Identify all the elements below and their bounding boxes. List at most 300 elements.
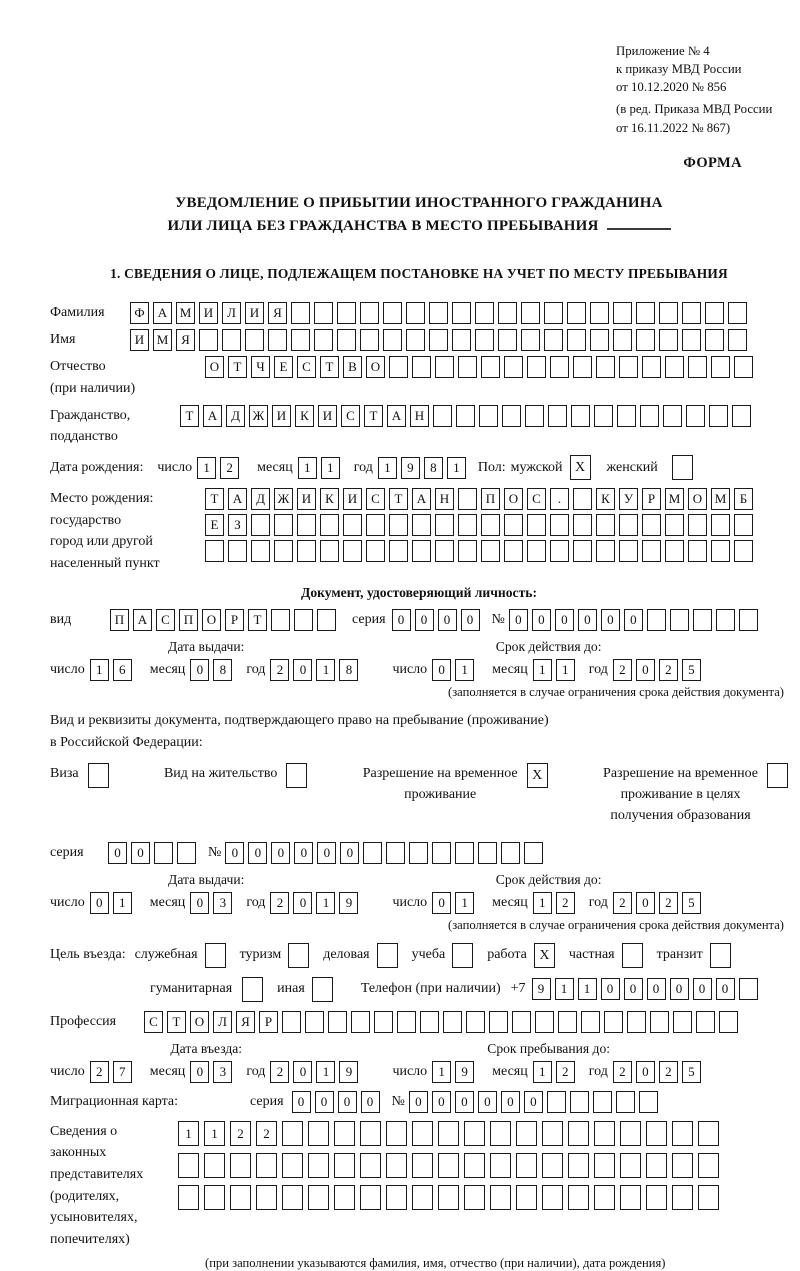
char-cell[interactable] (406, 302, 425, 324)
char-cell[interactable]: С (297, 356, 316, 378)
char-cell[interactable] (386, 1185, 407, 1210)
char-cell[interactable]: Л (222, 302, 241, 324)
char-cell[interactable]: 1 (178, 1121, 199, 1146)
char-cell[interactable] (682, 302, 701, 324)
char-cell[interactable] (412, 540, 431, 562)
char-cell[interactable] (374, 1011, 393, 1033)
char-cell[interactable]: 1 (298, 457, 317, 479)
char-cell[interactable]: С (156, 609, 175, 631)
char-cell[interactable]: 5 (682, 659, 701, 681)
char-cell[interactable] (646, 1153, 667, 1178)
char-cell[interactable] (663, 405, 682, 427)
char-cell[interactable] (291, 302, 310, 324)
char-cell[interactable] (590, 302, 609, 324)
char-cell[interactable] (386, 1121, 407, 1146)
char-cell[interactable]: Ж (249, 405, 268, 427)
char-cell[interactable] (613, 329, 632, 351)
char-cell[interactable]: 2 (659, 892, 678, 914)
char-cell[interactable]: А (153, 302, 172, 324)
char-cell[interactable] (688, 540, 707, 562)
char-cell[interactable] (383, 329, 402, 351)
char-cell[interactable] (481, 514, 500, 536)
char-cell[interactable]: 1 (556, 659, 575, 681)
char-cell[interactable] (320, 540, 339, 562)
char-cell[interactable] (389, 356, 408, 378)
char-cell[interactable] (620, 1153, 641, 1178)
char-cell[interactable] (366, 540, 385, 562)
char-cell[interactable]: 0 (438, 609, 457, 631)
char-cell[interactable] (412, 1185, 433, 1210)
char-cell[interactable] (314, 302, 333, 324)
char-cell[interactable]: 2 (659, 1061, 678, 1083)
char-cell[interactable] (256, 1153, 277, 1178)
sex-female-checkbox[interactable] (672, 455, 693, 480)
char-cell[interactable]: 0 (624, 609, 643, 631)
char-cell[interactable] (291, 329, 310, 351)
char-cell[interactable] (389, 540, 408, 562)
char-cell[interactable] (739, 609, 758, 631)
char-cell[interactable] (205, 540, 224, 562)
char-cell[interactable] (334, 1121, 355, 1146)
char-cell[interactable] (498, 329, 517, 351)
char-cell[interactable] (686, 405, 705, 427)
char-cell[interactable] (596, 540, 615, 562)
char-cell[interactable]: 2 (613, 892, 632, 914)
char-cell[interactable]: 8 (213, 659, 232, 681)
char-cell[interactable]: С (366, 488, 385, 510)
char-cell[interactable]: В (343, 356, 362, 378)
char-cell[interactable]: И (318, 405, 337, 427)
char-cell[interactable] (504, 356, 523, 378)
char-cell[interactable] (317, 609, 336, 631)
char-cell[interactable]: 2 (659, 659, 678, 681)
char-cell[interactable] (438, 1185, 459, 1210)
char-cell[interactable]: Д (226, 405, 245, 427)
char-cell[interactable] (435, 514, 454, 536)
char-cell[interactable]: 0 (225, 842, 244, 864)
char-cell[interactable] (464, 1153, 485, 1178)
char-cell[interactable] (363, 842, 382, 864)
char-cell[interactable] (256, 1185, 277, 1210)
char-cell[interactable] (709, 405, 728, 427)
char-cell[interactable] (251, 514, 270, 536)
char-cell[interactable] (672, 1153, 693, 1178)
char-cell[interactable] (429, 329, 448, 351)
char-cell[interactable] (627, 1011, 646, 1033)
char-cell[interactable] (228, 540, 247, 562)
char-cell[interactable]: 1 (533, 659, 552, 681)
char-cell[interactable] (570, 1091, 589, 1113)
char-cell[interactable]: 0 (131, 842, 150, 864)
char-cell[interactable] (619, 514, 638, 536)
char-cell[interactable]: 0 (693, 978, 712, 1000)
char-cell[interactable]: Р (642, 488, 661, 510)
char-cell[interactable]: Д (251, 488, 270, 510)
char-cell[interactable]: Е (274, 356, 293, 378)
char-cell[interactable] (573, 540, 592, 562)
char-cell[interactable]: Я (176, 329, 195, 351)
char-cell[interactable]: 9 (401, 457, 420, 479)
char-cell[interactable]: 0 (90, 892, 109, 914)
purpose-official-checkbox[interactable] (205, 943, 226, 968)
char-cell[interactable] (389, 514, 408, 536)
char-cell[interactable] (542, 1153, 563, 1178)
char-cell[interactable]: 2 (270, 892, 289, 914)
char-cell[interactable]: 0 (293, 1061, 312, 1083)
char-cell[interactable] (542, 1185, 563, 1210)
char-cell[interactable] (525, 405, 544, 427)
char-cell[interactable] (665, 540, 684, 562)
char-cell[interactable] (698, 1185, 719, 1210)
char-cell[interactable] (458, 356, 477, 378)
char-cell[interactable]: 0 (601, 609, 620, 631)
char-cell[interactable] (688, 356, 707, 378)
char-cell[interactable]: 7 (113, 1061, 132, 1083)
char-cell[interactable] (734, 356, 753, 378)
temp-residence-checkbox[interactable]: X (527, 763, 548, 788)
char-cell[interactable] (308, 1185, 329, 1210)
char-cell[interactable]: 5 (682, 892, 701, 914)
char-cell[interactable] (360, 1121, 381, 1146)
char-cell[interactable]: 0 (636, 1061, 655, 1083)
char-cell[interactable]: 0 (392, 609, 411, 631)
char-cell[interactable] (636, 329, 655, 351)
char-cell[interactable]: 0 (509, 609, 528, 631)
char-cell[interactable]: Р (225, 609, 244, 631)
char-cell[interactable]: М (176, 302, 195, 324)
char-cell[interactable]: 2 (230, 1121, 251, 1146)
char-cell[interactable]: 9 (339, 1061, 358, 1083)
char-cell[interactable]: 1 (533, 1061, 552, 1083)
char-cell[interactable] (550, 540, 569, 562)
char-cell[interactable]: О (190, 1011, 209, 1033)
char-cell[interactable]: 1 (555, 978, 574, 1000)
char-cell[interactable] (535, 1011, 554, 1033)
char-cell[interactable] (397, 1011, 416, 1033)
char-cell[interactable]: 2 (613, 1061, 632, 1083)
char-cell[interactable] (366, 514, 385, 536)
char-cell[interactable]: . (550, 488, 569, 510)
char-cell[interactable]: Ж (274, 488, 293, 510)
char-cell[interactable] (504, 514, 523, 536)
char-cell[interactable] (222, 329, 241, 351)
char-cell[interactable]: Р (259, 1011, 278, 1033)
char-cell[interactable]: 0 (108, 842, 127, 864)
char-cell[interactable]: А (387, 405, 406, 427)
char-cell[interactable]: 0 (624, 978, 643, 1000)
char-cell[interactable]: Ф (130, 302, 149, 324)
char-cell[interactable]: С (527, 488, 546, 510)
char-cell[interactable] (550, 514, 569, 536)
char-cell[interactable] (475, 329, 494, 351)
char-cell[interactable]: И (343, 488, 362, 510)
char-cell[interactable]: 1 (90, 659, 109, 681)
char-cell[interactable] (294, 609, 313, 631)
char-cell[interactable]: 0 (501, 1091, 520, 1113)
char-cell[interactable] (420, 1011, 439, 1033)
char-cell[interactable]: 0 (293, 892, 312, 914)
char-cell[interactable] (386, 842, 405, 864)
char-cell[interactable] (204, 1153, 225, 1178)
char-cell[interactable] (466, 1011, 485, 1033)
char-cell[interactable]: О (504, 488, 523, 510)
char-cell[interactable] (178, 1153, 199, 1178)
char-cell[interactable] (443, 1011, 462, 1033)
char-cell[interactable] (698, 1153, 719, 1178)
char-cell[interactable]: 1 (578, 978, 597, 1000)
char-cell[interactable] (604, 1011, 623, 1033)
char-cell[interactable]: И (130, 329, 149, 351)
temp-residence-education-checkbox[interactable] (767, 763, 788, 788)
char-cell[interactable] (732, 405, 751, 427)
char-cell[interactable] (490, 1121, 511, 1146)
char-cell[interactable] (596, 356, 615, 378)
char-cell[interactable]: О (205, 356, 224, 378)
char-cell[interactable]: 0 (432, 892, 451, 914)
char-cell[interactable] (479, 405, 498, 427)
char-cell[interactable] (199, 329, 218, 351)
char-cell[interactable]: 0 (190, 659, 209, 681)
char-cell[interactable]: 0 (578, 609, 597, 631)
char-cell[interactable]: 1 (316, 1061, 335, 1083)
char-cell[interactable] (567, 329, 586, 351)
char-cell[interactable] (527, 540, 546, 562)
char-cell[interactable]: 0 (317, 842, 336, 864)
char-cell[interactable] (297, 540, 316, 562)
char-cell[interactable] (693, 609, 712, 631)
char-cell[interactable] (412, 1153, 433, 1178)
char-cell[interactable]: 0 (248, 842, 267, 864)
char-cell[interactable] (274, 540, 293, 562)
char-cell[interactable] (481, 540, 500, 562)
char-cell[interactable]: 3 (213, 1061, 232, 1083)
char-cell[interactable]: М (665, 488, 684, 510)
char-cell[interactable]: 1 (455, 892, 474, 914)
char-cell[interactable]: 2 (556, 1061, 575, 1083)
char-cell[interactable] (458, 488, 477, 510)
char-cell[interactable]: О (688, 488, 707, 510)
char-cell[interactable] (178, 1185, 199, 1210)
char-cell[interactable]: З (228, 514, 247, 536)
char-cell[interactable] (314, 329, 333, 351)
char-cell[interactable] (177, 842, 196, 864)
char-cell[interactable] (481, 356, 500, 378)
char-cell[interactable]: О (202, 609, 221, 631)
char-cell[interactable]: 2 (556, 892, 575, 914)
char-cell[interactable] (432, 842, 451, 864)
char-cell[interactable] (412, 1121, 433, 1146)
sex-male-checkbox[interactable]: X (570, 455, 591, 480)
char-cell[interactable] (274, 514, 293, 536)
char-cell[interactable] (642, 540, 661, 562)
char-cell[interactable] (619, 540, 638, 562)
char-cell[interactable] (705, 329, 724, 351)
visa-checkbox[interactable] (88, 763, 109, 788)
char-cell[interactable]: 1 (432, 1061, 451, 1083)
char-cell[interactable]: 3 (213, 892, 232, 914)
char-cell[interactable] (386, 1153, 407, 1178)
char-cell[interactable]: 0 (432, 659, 451, 681)
char-cell[interactable]: К (295, 405, 314, 427)
char-cell[interactable]: П (179, 609, 198, 631)
char-cell[interactable] (527, 356, 546, 378)
char-cell[interactable]: 1 (447, 457, 466, 479)
char-cell[interactable]: К (596, 488, 615, 510)
char-cell[interactable]: Т (167, 1011, 186, 1033)
char-cell[interactable] (734, 540, 753, 562)
char-cell[interactable]: Т (320, 356, 339, 378)
char-cell[interactable] (245, 329, 264, 351)
char-cell[interactable] (571, 405, 590, 427)
char-cell[interactable] (568, 1121, 589, 1146)
char-cell[interactable] (568, 1153, 589, 1178)
char-cell[interactable]: Т (228, 356, 247, 378)
char-cell[interactable]: 0 (294, 842, 313, 864)
char-cell[interactable] (619, 356, 638, 378)
char-cell[interactable] (412, 514, 431, 536)
char-cell[interactable] (475, 302, 494, 324)
char-cell[interactable] (670, 609, 689, 631)
char-cell[interactable] (716, 609, 735, 631)
char-cell[interactable] (337, 302, 356, 324)
char-cell[interactable]: 2 (90, 1061, 109, 1083)
char-cell[interactable] (282, 1011, 301, 1033)
char-cell[interactable]: Т (180, 405, 199, 427)
char-cell[interactable] (568, 1185, 589, 1210)
char-cell[interactable] (711, 356, 730, 378)
char-cell[interactable] (433, 405, 452, 427)
char-cell[interactable] (594, 1121, 615, 1146)
char-cell[interactable] (438, 1153, 459, 1178)
char-cell[interactable]: О (366, 356, 385, 378)
char-cell[interactable] (639, 1091, 658, 1113)
char-cell[interactable]: А (133, 609, 152, 631)
char-cell[interactable]: 0 (409, 1091, 428, 1113)
char-cell[interactable] (490, 1153, 511, 1178)
char-cell[interactable]: А (203, 405, 222, 427)
char-cell[interactable] (452, 302, 471, 324)
char-cell[interactable] (665, 514, 684, 536)
char-cell[interactable]: 0 (647, 978, 666, 1000)
char-cell[interactable] (498, 302, 517, 324)
char-cell[interactable]: 0 (415, 609, 434, 631)
char-cell[interactable] (613, 302, 632, 324)
char-cell[interactable] (412, 356, 431, 378)
char-cell[interactable] (646, 1185, 667, 1210)
char-cell[interactable]: 0 (461, 609, 480, 631)
char-cell[interactable]: Ч (251, 356, 270, 378)
char-cell[interactable]: С (144, 1011, 163, 1033)
char-cell[interactable]: У (619, 488, 638, 510)
char-cell[interactable]: 0 (315, 1091, 334, 1113)
char-cell[interactable] (516, 1121, 537, 1146)
char-cell[interactable]: Б (734, 488, 753, 510)
char-cell[interactable] (573, 356, 592, 378)
char-cell[interactable] (490, 1185, 511, 1210)
char-cell[interactable] (573, 488, 592, 510)
char-cell[interactable] (711, 540, 730, 562)
char-cell[interactable] (734, 514, 753, 536)
purpose-work-checkbox[interactable]: X (534, 943, 555, 968)
char-cell[interactable] (308, 1153, 329, 1178)
char-cell[interactable] (337, 329, 356, 351)
char-cell[interactable]: М (711, 488, 730, 510)
char-cell[interactable] (308, 1121, 329, 1146)
char-cell[interactable] (343, 514, 362, 536)
char-cell[interactable] (705, 302, 724, 324)
char-cell[interactable]: 1 (316, 892, 335, 914)
char-cell[interactable]: С (341, 405, 360, 427)
char-cell[interactable] (594, 1153, 615, 1178)
purpose-private-checkbox[interactable] (622, 943, 643, 968)
char-cell[interactable]: К (320, 488, 339, 510)
char-cell[interactable]: 2 (270, 1061, 289, 1083)
char-cell[interactable]: Н (435, 488, 454, 510)
char-cell[interactable]: 1 (316, 659, 335, 681)
char-cell[interactable] (360, 1153, 381, 1178)
char-cell[interactable]: 8 (424, 457, 443, 479)
char-cell[interactable] (719, 1011, 738, 1033)
char-cell[interactable]: Т (389, 488, 408, 510)
char-cell[interactable] (504, 540, 523, 562)
char-cell[interactable] (594, 405, 613, 427)
char-cell[interactable]: 9 (455, 1061, 474, 1083)
char-cell[interactable] (328, 1011, 347, 1033)
char-cell[interactable]: П (481, 488, 500, 510)
char-cell[interactable] (521, 329, 540, 351)
char-cell[interactable] (647, 609, 666, 631)
char-cell[interactable]: 0 (293, 659, 312, 681)
char-cell[interactable]: И (272, 405, 291, 427)
char-cell[interactable] (268, 329, 287, 351)
char-cell[interactable] (502, 405, 521, 427)
char-cell[interactable]: 0 (524, 1091, 543, 1113)
char-cell[interactable]: Т (205, 488, 224, 510)
char-cell[interactable] (429, 302, 448, 324)
char-cell[interactable]: 2 (613, 659, 632, 681)
char-cell[interactable] (594, 1185, 615, 1210)
char-cell[interactable]: И (199, 302, 218, 324)
char-cell[interactable] (478, 842, 497, 864)
char-cell[interactable] (636, 302, 655, 324)
char-cell[interactable] (464, 1185, 485, 1210)
char-cell[interactable]: И (297, 488, 316, 510)
char-cell[interactable] (567, 302, 586, 324)
char-cell[interactable] (351, 1011, 370, 1033)
char-cell[interactable] (550, 356, 569, 378)
char-cell[interactable] (271, 609, 290, 631)
char-cell[interactable] (696, 1011, 715, 1033)
char-cell[interactable] (617, 405, 636, 427)
char-cell[interactable]: 0 (532, 609, 551, 631)
char-cell[interactable]: 1 (455, 659, 474, 681)
char-cell[interactable]: 2 (270, 659, 289, 681)
char-cell[interactable]: Т (248, 609, 267, 631)
char-cell[interactable]: 0 (361, 1091, 380, 1113)
char-cell[interactable]: И (245, 302, 264, 324)
char-cell[interactable] (282, 1121, 303, 1146)
char-cell[interactable] (659, 329, 678, 351)
char-cell[interactable]: 1 (321, 457, 340, 479)
char-cell[interactable] (360, 302, 379, 324)
char-cell[interactable] (305, 1011, 324, 1033)
char-cell[interactable] (728, 302, 747, 324)
char-cell[interactable] (458, 514, 477, 536)
char-cell[interactable]: 0 (636, 659, 655, 681)
char-cell[interactable]: 0 (292, 1091, 311, 1113)
char-cell[interactable]: 0 (432, 1091, 451, 1113)
char-cell[interactable]: 0 (601, 978, 620, 1000)
